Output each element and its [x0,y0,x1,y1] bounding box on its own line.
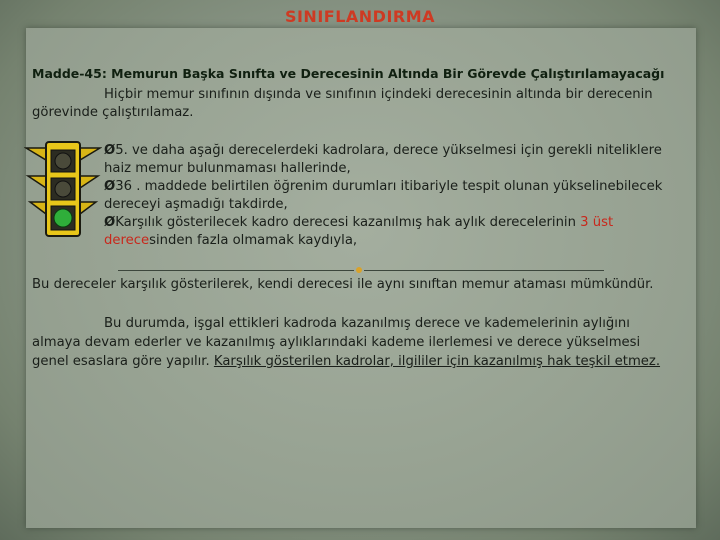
bullet-item-3-line-1: ØKarşılık gösterilecek kadro derecesi kazanılmış hak aylık derecelerinin 3 üst [104,215,614,230]
paragraph-line-2: almaya devam ederler ve kazanılmış aylıklarındaki kademe ilerlemesi ve derece yükselmesi [32,335,641,350]
highlight-text: derece [104,233,150,248]
traffic-light-icon [24,138,102,240]
article-text-line-1: Hiçbir memur sınıfının dışında ve sınıfının içindeki derecesinin altında bir derecenin [104,87,653,102]
slide-title: SINIFLANDIRMA [284,7,436,26]
highlight-text: 3 üst [580,215,614,230]
article-heading: Madde-45: Memurun Başka Sınıfta ve Derecesinin Altında Bir Görevde Çalıştırılamayacağı [32,66,665,81]
bullet-item-2-line-1: Ø36 . maddede belirtilen öğrenim durumları itibariyle tespit olunan yükselinebilecek [104,179,663,194]
bullet-item-2-line-2: dereceyi aşmadığı takdirde, [104,197,288,212]
divider-dot [356,267,362,273]
summary-text: Bu dereceler karşılık gösterilerek, kendi derecesi ile aynı sınıftan memur ataması mümkündür. [32,277,654,292]
bullet-item-1-line-1: Ø5. ve daha aşağı derecelerdeki kadrolara, derece yükselmesi için gerekli niteliklere [104,143,662,158]
paragraph-line-3: genel esaslara göre yapılır. Karşılık gösterilen kadrolar, ilgililer için kazanılmış hak teşkil etmez. [32,354,661,369]
bullet-item-1-line-2: haiz memur bulunmaması hallerinde, [104,161,351,176]
article-text-line-2: görevinde çalıştırılamaz. [32,105,194,120]
underlined-text: Karşılık gösterilen kadrolar, ilgililer için kazanılmış hak teşkil etmez. [213,354,661,369]
arrow-bullet-icon: Ø [104,179,116,194]
divider-right [364,270,604,271]
arrow-bullet-icon: Ø [104,143,116,158]
paragraph-line-1: Bu durumda, işgal ettikleri kadroda kazanılmış derece ve kademelerinin aylığını [104,316,630,331]
arrow-bullet-icon: Ø [104,215,116,230]
divider-left [118,270,354,271]
bullet-item-3-line-2: derecesinden fazla olmamak kaydıyla, [104,233,358,248]
